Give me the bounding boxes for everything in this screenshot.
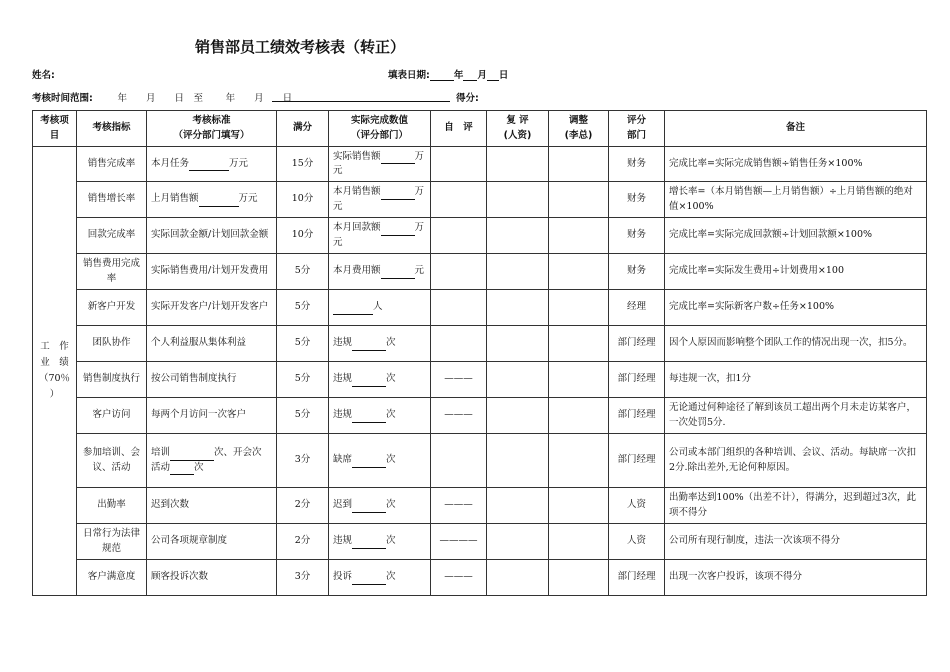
table-row bbox=[33, 434, 927, 488]
self-eval-cell[interactable]: ——— bbox=[431, 560, 487, 596]
dept-cell: 部门经理 bbox=[609, 362, 665, 398]
fill-blank[interactable] bbox=[381, 153, 415, 164]
table-row bbox=[33, 398, 927, 434]
standard-cell: 实际销售费用/计划开发费用 bbox=[147, 254, 277, 290]
header-adjust: 调整 (李总) bbox=[549, 111, 609, 147]
full-score-cell: 5分 bbox=[277, 290, 329, 326]
actual-cell[interactable]: 投诉 次 bbox=[329, 560, 431, 596]
standard-cell: 按公司销售制度执行 bbox=[147, 362, 277, 398]
period-field bbox=[32, 90, 292, 104]
period-start: 年 月 日 至 bbox=[117, 93, 203, 104]
full-score-cell: 5分 bbox=[277, 326, 329, 362]
note-cell: 无论通过何种途径了解到该员工超出两个月未走访某客户，一次处罚5分. bbox=[665, 398, 927, 434]
full-score-cell: 5分 bbox=[277, 398, 329, 434]
self-eval-cell[interactable] bbox=[431, 326, 487, 362]
full-score-cell: 10分 bbox=[277, 218, 329, 254]
full-score-cell: 3分 bbox=[277, 560, 329, 596]
adjust-cell[interactable] bbox=[549, 147, 609, 182]
name-label: 姓名: bbox=[32, 70, 55, 81]
review-cell[interactable] bbox=[487, 398, 549, 434]
indicator-cell: 出勤率 bbox=[77, 488, 147, 524]
dept-cell: 部门经理 bbox=[609, 398, 665, 434]
note-cell: 完成比率=实际完成回款额÷计划回款额×100% bbox=[665, 218, 927, 254]
dept-cell: 部门经理 bbox=[609, 560, 665, 596]
dept-cell: 人资 bbox=[609, 524, 665, 560]
self-eval-cell[interactable] bbox=[431, 290, 487, 326]
score-field bbox=[456, 90, 479, 104]
indicator-cell: 回款完成率 bbox=[77, 218, 147, 254]
full-score-cell: 5分 bbox=[277, 362, 329, 398]
adjust-cell[interactable] bbox=[549, 254, 609, 290]
table-row bbox=[33, 362, 927, 398]
standard-cell: 实际回款金额/计划回款金额 bbox=[147, 218, 277, 254]
note-cell: 公司所有现行制度，违法一次该项不得分 bbox=[665, 524, 927, 560]
adjust-cell[interactable] bbox=[549, 434, 609, 488]
fill-blank[interactable] bbox=[189, 160, 229, 171]
year-blank[interactable] bbox=[430, 70, 454, 81]
actual-cell[interactable]: 本月回款额 万元 bbox=[329, 218, 431, 254]
header-note: 备注 bbox=[665, 111, 927, 147]
dept-cell: 经理 bbox=[609, 290, 665, 326]
adjust-cell[interactable] bbox=[549, 182, 609, 218]
review-cell[interactable] bbox=[487, 560, 549, 596]
header-standard: 考核标准 （评分部门填写） bbox=[147, 111, 277, 147]
adjust-cell[interactable] bbox=[549, 488, 609, 524]
indicator-cell: 客户满意度 bbox=[77, 560, 147, 596]
self-eval-cell[interactable]: ——— bbox=[431, 362, 487, 398]
fill-blank[interactable] bbox=[333, 304, 373, 315]
header-actual: 实际完成数值 （评分部门） bbox=[329, 111, 431, 147]
adjust-cell[interactable] bbox=[549, 218, 609, 254]
adjust-cell[interactable] bbox=[549, 290, 609, 326]
review-cell[interactable] bbox=[487, 524, 549, 560]
fill-blank[interactable] bbox=[352, 376, 386, 387]
standard-cell: 上月销售额 万元 bbox=[147, 182, 277, 218]
standard-cell: 顾客投诉次数 bbox=[147, 560, 277, 596]
fill-date-field: 填表日期: 年 月 日 bbox=[388, 70, 509, 81]
actual-cell[interactable]: 缺席 次 bbox=[329, 434, 431, 488]
fill-blank[interactable] bbox=[381, 268, 415, 279]
actual-cell[interactable]: 本月费用额 元 bbox=[329, 254, 431, 290]
period-end: 年 月 日 bbox=[225, 93, 293, 104]
header-full-score: 满分 bbox=[277, 111, 329, 147]
actual-cell[interactable]: 违规 次 bbox=[329, 398, 431, 434]
note-cell: 增长率=（本月销售额—上月销售额）÷上月销售额的绝对值×100% bbox=[665, 182, 927, 218]
review-cell[interactable] bbox=[487, 326, 549, 362]
table-row bbox=[33, 326, 927, 362]
review-cell[interactable] bbox=[487, 182, 549, 218]
actual-cell[interactable]: 违规 次 bbox=[329, 326, 431, 362]
fill-date-label: 填表日期: bbox=[388, 70, 430, 81]
review-cell[interactable] bbox=[487, 218, 549, 254]
indicator-cell: 销售增长率 bbox=[77, 182, 147, 218]
fill-blank[interactable] bbox=[170, 450, 214, 461]
review-cell[interactable] bbox=[487, 362, 549, 398]
name-field bbox=[32, 67, 55, 81]
table-row bbox=[33, 290, 927, 326]
adjust-cell[interactable] bbox=[549, 362, 609, 398]
adjust-cell[interactable] bbox=[549, 560, 609, 596]
indicator-cell: 团队协作 bbox=[77, 326, 147, 362]
note-cell: 每违规一次，扣1分 bbox=[665, 362, 927, 398]
standard-cell: 培训 次、开会次 活动 次 bbox=[147, 434, 277, 488]
fill-blank[interactable] bbox=[352, 574, 386, 585]
table-row bbox=[33, 182, 927, 218]
table-row bbox=[33, 218, 927, 254]
evaluation-table bbox=[32, 110, 927, 596]
standard-cell: 个人利益服从集体利益 bbox=[147, 326, 277, 362]
indicator-cell: 客户访问 bbox=[77, 398, 147, 434]
full-score-cell: 5分 bbox=[277, 254, 329, 290]
fill-blank[interactable] bbox=[381, 225, 415, 236]
category-cell: 工 作 业 绩 （70％ ） bbox=[33, 147, 77, 596]
self-eval-cell[interactable] bbox=[431, 182, 487, 218]
score-label: 得分: bbox=[456, 93, 479, 104]
header-self-eval: 自 评 bbox=[431, 111, 487, 147]
self-eval-cell[interactable] bbox=[431, 147, 487, 182]
indicator-cell: 销售制度执行 bbox=[77, 362, 147, 398]
fill-blank[interactable] bbox=[352, 457, 386, 468]
review-cell[interactable] bbox=[487, 147, 549, 182]
self-eval-cell[interactable] bbox=[431, 218, 487, 254]
indicator-cell: 参加培训、会议、活动 bbox=[77, 434, 147, 488]
dept-cell: 财务 bbox=[609, 254, 665, 290]
table-row bbox=[33, 488, 927, 524]
full-score-cell: 10分 bbox=[277, 182, 329, 218]
self-eval-cell[interactable]: ——— bbox=[431, 488, 487, 524]
note-cell: 出现一次客户投诉，该项不得分 bbox=[665, 560, 927, 596]
dept-cell: 人资 bbox=[609, 488, 665, 524]
table-header-row bbox=[33, 111, 927, 147]
header-indicator: 考核指标 bbox=[77, 111, 147, 147]
dept-cell: 财务 bbox=[609, 218, 665, 254]
adjust-cell[interactable] bbox=[549, 398, 609, 434]
standard-cell: 迟到次数 bbox=[147, 488, 277, 524]
table-row bbox=[33, 524, 927, 560]
indicator-cell: 销售完成率 bbox=[77, 147, 147, 182]
note-cell: 公司或本部门组织的各种培训、会议、活动。每缺席一次扣2分.除出差外,无论何种原因。 bbox=[665, 434, 927, 488]
dept-cell: 财务 bbox=[609, 182, 665, 218]
full-score-cell: 2分 bbox=[277, 524, 329, 560]
review-cell[interactable] bbox=[487, 434, 549, 488]
fill-blank[interactable] bbox=[381, 189, 415, 200]
actual-cell[interactable]: 违规 次 bbox=[329, 362, 431, 398]
actual-cell[interactable]: 本月销售额 万元 bbox=[329, 182, 431, 218]
full-score-cell: 2分 bbox=[277, 488, 329, 524]
fill-blank[interactable] bbox=[352, 502, 386, 513]
review-cell[interactable] bbox=[487, 254, 549, 290]
table-row bbox=[33, 560, 927, 596]
self-eval-cell[interactable] bbox=[431, 254, 487, 290]
page-title: 销售部员工绩效考核表（转正） bbox=[194, 38, 405, 56]
table-row bbox=[33, 147, 927, 182]
note-cell: 完成比率=实际新客户数÷任务×100% bbox=[665, 290, 927, 326]
dept-cell: 部门经理 bbox=[609, 434, 665, 488]
review-cell[interactable] bbox=[487, 290, 549, 326]
period-underline bbox=[272, 101, 450, 102]
indicator-cell: 日常行为法律规范 bbox=[77, 524, 147, 560]
full-score-cell: 3分 bbox=[277, 434, 329, 488]
note-cell: 因个人原因而影响整个团队工作的情况出现一次，扣5分。 bbox=[665, 326, 927, 362]
month-blank[interactable] bbox=[463, 70, 477, 81]
period-label: 考核时间范围: bbox=[32, 93, 93, 104]
standard-cell: 本月任务 万元 bbox=[147, 147, 277, 182]
self-eval-cell[interactable]: ———— bbox=[431, 524, 487, 560]
self-eval-cell[interactable] bbox=[431, 434, 487, 488]
dept-cell: 部门经理 bbox=[609, 326, 665, 362]
adjust-cell[interactable] bbox=[549, 326, 609, 362]
actual-cell[interactable]: 迟到 次 bbox=[329, 488, 431, 524]
fill-blank[interactable] bbox=[352, 538, 386, 549]
adjust-cell[interactable] bbox=[549, 524, 609, 560]
standard-cell: 实际开发客户/计划开发客户 bbox=[147, 290, 277, 326]
dept-cell: 财务 bbox=[609, 147, 665, 182]
fill-blank[interactable] bbox=[170, 464, 194, 475]
full-score-cell: 15分 bbox=[277, 147, 329, 182]
note-cell: 完成比率=实际发生费用÷计划费用×100 bbox=[665, 254, 927, 290]
actual-cell[interactable]: 人 bbox=[329, 290, 431, 326]
actual-cell[interactable]: 违规 次 bbox=[329, 524, 431, 560]
table-row bbox=[33, 254, 927, 290]
header-review: 复 评 (人资) bbox=[487, 111, 549, 147]
fill-blank[interactable] bbox=[352, 412, 386, 423]
header-item: 考核项目 bbox=[33, 111, 77, 147]
fill-blank[interactable] bbox=[199, 196, 239, 207]
standard-cell: 每两个月访问一次客户 bbox=[147, 398, 277, 434]
review-cell[interactable] bbox=[487, 488, 549, 524]
indicator-cell: 销售费用完成率 bbox=[77, 254, 147, 290]
standard-cell: 公司各项规章制度 bbox=[147, 524, 277, 560]
note-cell: 完成比率=实际完成销售额÷销售任务×100% bbox=[665, 147, 927, 182]
fill-blank[interactable] bbox=[352, 340, 386, 351]
indicator-cell: 新客户开发 bbox=[77, 290, 147, 326]
note-cell: 出勤率达到100%（出差不计），得满分，迟到超过3次，此项不得分 bbox=[665, 488, 927, 524]
actual-cell[interactable]: 实际销售额 万元 bbox=[329, 147, 431, 182]
self-eval-cell[interactable]: ——— bbox=[431, 398, 487, 434]
day-blank[interactable] bbox=[487, 70, 499, 81]
header-dept: 评分 部门 bbox=[609, 111, 665, 147]
